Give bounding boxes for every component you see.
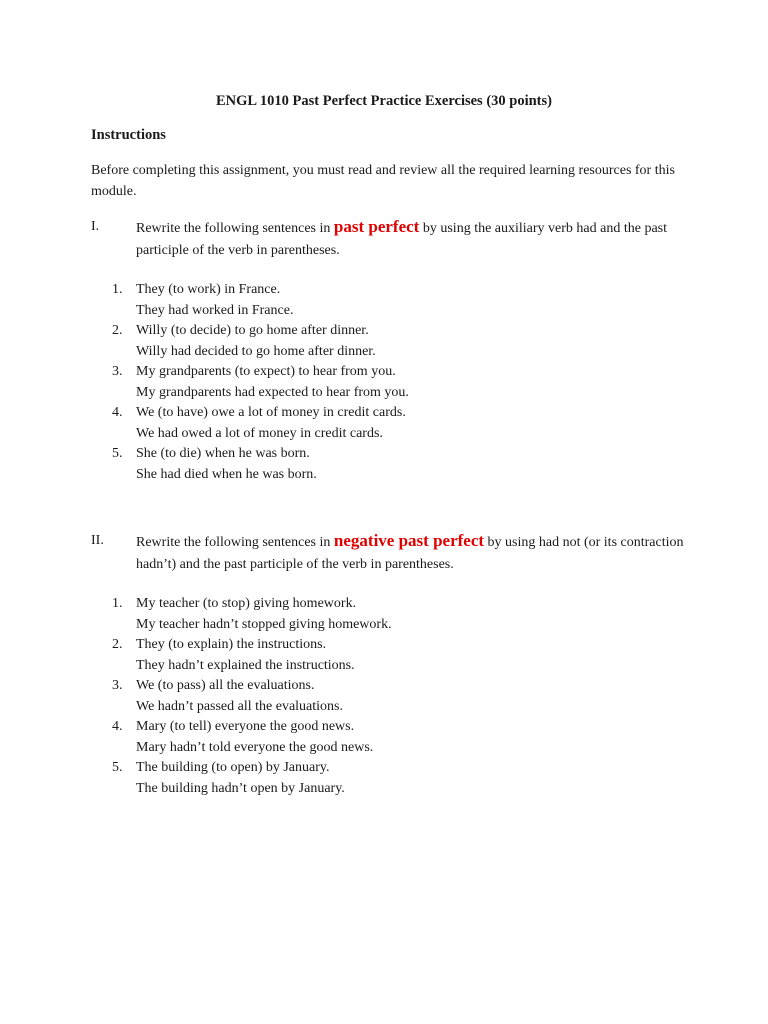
item-prompt: Mary (to tell) everyone the good news. — [136, 719, 355, 734]
instruction-lead: Rewrite the following sentences in — [136, 535, 334, 550]
item-answer: We had owed a lot of money in credit cards. — [136, 425, 383, 441]
item-prompt: We (to pass) all the evaluations. — [136, 678, 315, 693]
item-prompt: The building (to open) by January. — [136, 760, 330, 775]
list-item — [91, 444, 691, 485]
section-negative-past-perfect — [91, 530, 691, 799]
exercise-list — [91, 594, 691, 799]
instruction-tail: by using the auxiliary verb had and the past participle of the verb in parentheses. — [136, 221, 668, 258]
list-item — [91, 635, 691, 676]
section-instruction — [91, 530, 691, 576]
item-answer: The building hadn’t open by January. — [136, 780, 345, 796]
list-item — [91, 594, 691, 635]
item-number: 1. — [112, 282, 123, 297]
list-item — [91, 717, 691, 758]
list-item — [91, 280, 691, 321]
section-instruction-text — [136, 216, 696, 262]
item-number: 5. — [112, 446, 123, 461]
item-number: 4. — [112, 405, 123, 420]
item-answer: My grandparents had expected to hear from you. — [136, 384, 409, 400]
item-prompt: My teacher (to stop) giving homework. — [136, 596, 357, 611]
item-number: 2. — [112, 323, 123, 338]
section-instruction-text — [136, 530, 696, 576]
item-prompt: We (to have) owe a lot of money in credit cards. — [136, 405, 406, 420]
item-answer: She had died when he was born. — [136, 466, 317, 482]
item-number: 2. — [112, 637, 123, 652]
item-answer: We hadn’t passed all the evaluations. — [136, 698, 343, 714]
section-numeral: I. — [91, 219, 100, 234]
item-answer: Willy had decided to go home after dinner. — [136, 343, 376, 359]
item-prompt: They (to explain) the instructions. — [136, 637, 327, 652]
section-instruction — [91, 216, 691, 262]
list-item — [91, 403, 691, 444]
instructions-heading: Instructions — [91, 127, 166, 143]
item-prompt: She (to die) when he was born. — [136, 446, 310, 461]
item-answer: They had worked in France. — [136, 302, 294, 318]
item-answer: Mary hadn’t told everyone the good news. — [136, 739, 374, 755]
item-number: 3. — [112, 364, 123, 379]
intro-paragraph: Before completing this assignment, you must read and review all the required learning resources for this module. — [91, 163, 675, 199]
item-number: 1. — [112, 596, 123, 611]
document-title: ENGL 1010 Past Perfect Practice Exercises (30 points) — [216, 93, 552, 109]
highlight-term: past perfect — [333, 217, 420, 236]
list-item — [91, 321, 691, 362]
section-past-perfect — [91, 216, 691, 485]
item-answer: My teacher hadn’t stopped giving homework. — [136, 616, 392, 632]
item-prompt: My grandparents (to expect) to hear from you. — [136, 364, 396, 379]
item-prompt: Willy (to decide) to go home after dinner. — [136, 323, 369, 338]
item-prompt: They (to work) in France. — [136, 282, 281, 297]
item-number: 3. — [112, 678, 123, 693]
item-answer: They hadn’t explained the instructions. — [136, 657, 355, 673]
list-item — [91, 676, 691, 717]
item-number: 5. — [112, 760, 123, 775]
list-item — [91, 758, 691, 799]
exercise-list — [91, 280, 691, 485]
instruction-tail: by using had not (or its contraction hadn’t) and the past participle of the verb in parentheses. — [136, 535, 684, 572]
item-number: 4. — [112, 719, 123, 734]
instruction-lead: Rewrite the following sentences in — [136, 221, 334, 236]
list-item — [91, 362, 691, 403]
highlight-term: negative past perfect — [333, 531, 485, 550]
section-numeral: II. — [91, 533, 104, 548]
